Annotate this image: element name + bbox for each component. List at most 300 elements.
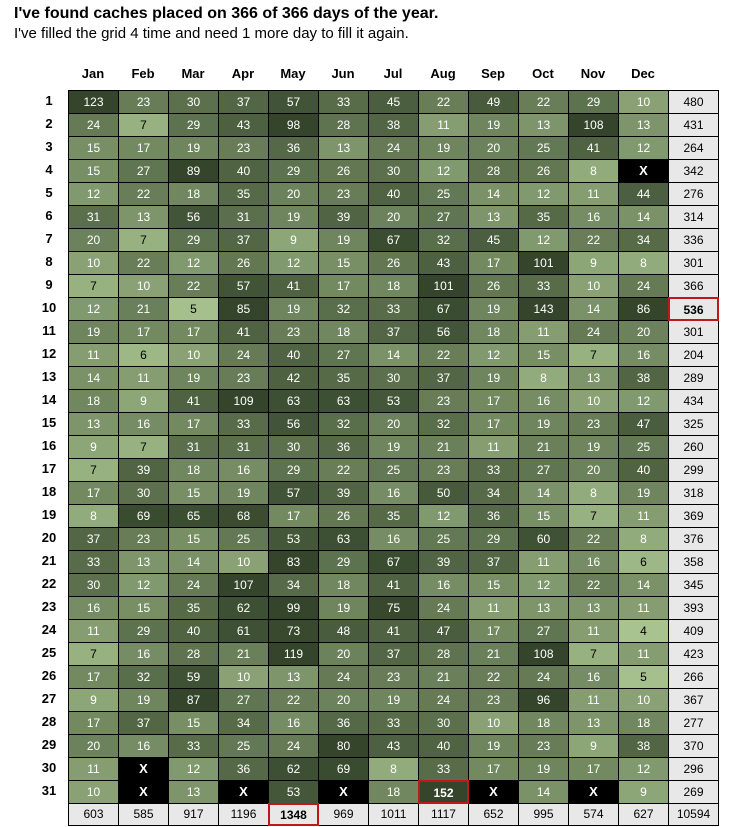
- day-label-3: 3: [45, 139, 53, 154]
- heatmap-cell: 75: [368, 596, 419, 620]
- heatmap-cell: 11: [618, 504, 669, 528]
- heatmap-cell: 59: [168, 665, 219, 689]
- heatmap-cell: 56: [268, 412, 319, 436]
- heatmap-cell: 17: [468, 412, 519, 436]
- day-label-12: 12: [41, 346, 57, 361]
- heatmap-cell: 24: [218, 343, 269, 367]
- heatmap-cell: 29: [268, 458, 319, 482]
- heatmap-cell: 15: [468, 573, 519, 597]
- heatmap-cell: 12: [268, 251, 319, 275]
- heatmap-cell: 22: [468, 665, 519, 689]
- heatmap-cell: 9: [68, 435, 119, 459]
- heatmap-cell: 12: [168, 757, 219, 781]
- month-header-sep: Sep: [481, 66, 505, 81]
- heatmap-cell: 19: [518, 412, 569, 436]
- heatmap-cell: 23: [218, 366, 269, 390]
- heatmap-cell: 19: [468, 113, 519, 137]
- heatmap-cell: 11: [418, 113, 469, 137]
- heatmap-cell: 12: [618, 389, 669, 413]
- heatmap-cell: 32: [118, 665, 169, 689]
- heatmap-cell: 56: [168, 205, 219, 229]
- heatmap-cell: 11: [468, 596, 519, 620]
- row-total: 277: [668, 711, 719, 735]
- heatmap-cell: 19: [318, 596, 369, 620]
- heatmap-cell: 30: [268, 435, 319, 459]
- heatmap-cell: 26: [318, 504, 369, 528]
- heatmap-cell: 20: [318, 688, 369, 712]
- heatmap-cell: 15: [68, 159, 119, 183]
- month-header-nov: Nov: [580, 66, 606, 81]
- heatmap-cell: 7: [68, 458, 119, 482]
- heatmap-cell: 22: [168, 274, 219, 298]
- heatmap-cell: 99: [268, 596, 319, 620]
- heatmap-cell: 31: [168, 435, 219, 459]
- heatmap-cell: 21: [418, 665, 469, 689]
- heatmap-cell: 10: [568, 389, 619, 413]
- heatmap-cell: 20: [268, 182, 319, 206]
- heatmap-cell: 24: [268, 734, 319, 758]
- heatmap-cell: 20: [468, 136, 519, 160]
- heatmap-cell: 7: [568, 642, 619, 666]
- heatmap-cell: 17: [268, 504, 319, 528]
- missing-cell: X: [118, 780, 169, 804]
- row-total: 358: [668, 550, 719, 574]
- heatmap-cell: 20: [368, 412, 419, 436]
- missing-cell: X: [468, 780, 519, 804]
- heatmap-cell: 53: [368, 389, 419, 413]
- day-label-19: 19: [41, 507, 57, 522]
- heatmap-cell: 30: [68, 573, 119, 597]
- heatmap-cell: 17: [68, 665, 119, 689]
- month-header-jan: Jan: [81, 66, 105, 81]
- heatmap-cell: 27: [418, 205, 469, 229]
- heatmap-cell: 67: [368, 228, 419, 252]
- heatmap-cell: 62: [218, 596, 269, 620]
- missing-cell: X: [318, 780, 369, 804]
- heatmap-cell: 18: [68, 389, 119, 413]
- heatmap-cell: 7: [568, 504, 619, 528]
- heatmap-cell: 16: [268, 711, 319, 735]
- heatmap-cell: 19: [268, 205, 319, 229]
- heatmap-cell: 48: [318, 619, 369, 643]
- day-label-5: 5: [45, 185, 53, 200]
- heatmap-cell: 25: [618, 435, 669, 459]
- heatmap-cell: 23: [518, 734, 569, 758]
- heatmap-cell: 26: [468, 274, 519, 298]
- heatmap-cell: 9: [618, 780, 669, 804]
- heatmap-cell: 39: [118, 458, 169, 482]
- day-label-25: 25: [41, 645, 57, 660]
- row-total: 299: [668, 458, 719, 482]
- heatmap-cell: 35: [318, 366, 369, 390]
- heatmap-cell: 17: [468, 757, 519, 781]
- heatmap-cell: 21: [418, 435, 469, 459]
- month-header-mar: Mar: [181, 66, 205, 81]
- heatmap-cell: 7: [118, 113, 169, 137]
- heatmap-cell: 152: [418, 780, 469, 804]
- heatmap-cell: 15: [518, 504, 569, 528]
- heatmap-cell: 25: [418, 527, 469, 551]
- heatmap-cell: 16: [218, 458, 269, 482]
- heatmap-cell: 25: [218, 734, 269, 758]
- heatmap-cell: 10: [168, 343, 219, 367]
- heatmap-cell: 47: [618, 412, 669, 436]
- heatmap-cell: 16: [618, 343, 669, 367]
- heatmap-cell: 13: [568, 366, 619, 390]
- heatmap-cell: 12: [118, 573, 169, 597]
- heatmap-cell: 14: [168, 550, 219, 574]
- day-label-29: 29: [41, 737, 57, 752]
- column-total: 917: [168, 803, 219, 826]
- heatmap-cell: 13: [68, 412, 119, 436]
- heatmap-cell: 17: [118, 320, 169, 344]
- day-label-20: 20: [41, 530, 57, 545]
- heatmap-cell: 35: [518, 205, 569, 229]
- column-total: 574: [568, 803, 619, 826]
- heatmap-cell: 22: [418, 343, 469, 367]
- row-total: 423: [668, 642, 719, 666]
- heatmap-cell: 12: [168, 251, 219, 275]
- heatmap-cell: 15: [518, 343, 569, 367]
- row-total: 318: [668, 481, 719, 505]
- heatmap-cell: 53: [268, 780, 319, 804]
- heatmap-cell: 6: [618, 550, 669, 574]
- heatmap-cell: 143: [518, 297, 569, 321]
- heatmap-cell: 68: [218, 504, 269, 528]
- heatmap-cell: 13: [518, 596, 569, 620]
- heatmap-cell: 6: [118, 343, 169, 367]
- heatmap-cell: 26: [318, 159, 369, 183]
- heatmap-cell: 28: [168, 642, 219, 666]
- row-total: 325: [668, 412, 719, 436]
- heatmap-cell: 10: [218, 665, 269, 689]
- heatmap-cell: 30: [168, 90, 219, 114]
- heatmap-cell: 123: [68, 90, 119, 114]
- heatmap-cell: 11: [68, 757, 119, 781]
- heatmap-cell: 41: [368, 619, 419, 643]
- heatmap-cell: 13: [118, 205, 169, 229]
- heatmap-cell: 9: [568, 734, 619, 758]
- heatmap-cell: 27: [218, 688, 269, 712]
- heatmap-cell: 73: [268, 619, 319, 643]
- heatmap-cell: 19: [418, 136, 469, 160]
- heatmap-cell: 33: [468, 458, 519, 482]
- missing-cell: X: [568, 780, 619, 804]
- heatmap-cell: 29: [168, 113, 219, 137]
- heatmap-cell: 38: [368, 113, 419, 137]
- column-total: 603: [68, 803, 119, 826]
- heatmap-cell: 34: [468, 481, 519, 505]
- heatmap-cell: 27: [118, 159, 169, 183]
- heatmap-cell: 53: [268, 527, 319, 551]
- heatmap-cell: 19: [518, 757, 569, 781]
- heatmap-cell: 21: [118, 297, 169, 321]
- heatmap-cell: 24: [368, 136, 419, 160]
- month-header-apr: Apr: [231, 66, 255, 81]
- heatmap-cell: 12: [518, 182, 569, 206]
- heatmap-cell: 22: [268, 688, 319, 712]
- heatmap-cell: 30: [418, 711, 469, 735]
- heatmap-cell: 17: [68, 481, 119, 505]
- heatmap-cell: 15: [118, 596, 169, 620]
- heatmap-cell: 44: [618, 182, 669, 206]
- heatmap-cell: 17: [168, 412, 219, 436]
- heatmap-cell: 9: [68, 688, 119, 712]
- heatmap-cell: 108: [518, 642, 569, 666]
- missing-cell: X: [118, 757, 169, 781]
- heatmap-cell: 34: [268, 573, 319, 597]
- heatmap-cell: 7: [118, 228, 169, 252]
- heatmap-cell: 16: [368, 527, 419, 551]
- heatmap-cell: 29: [468, 527, 519, 551]
- heatmap-cell: 40: [218, 159, 269, 183]
- row-total: 409: [668, 619, 719, 643]
- heatmap-cell: 11: [568, 688, 619, 712]
- heatmap-cell: 30: [368, 366, 419, 390]
- heatmap-cell: 20: [618, 320, 669, 344]
- heatmap-cell: 41: [568, 136, 619, 160]
- heatmap-cell: 31: [218, 205, 269, 229]
- heatmap-cell: 39: [318, 481, 369, 505]
- row-total: 393: [668, 596, 719, 620]
- heatmap-cell: 16: [118, 642, 169, 666]
- chart-subtitle: I've filled the grid 4 time and need 1 more day to fill it again.: [14, 25, 409, 42]
- heatmap-cell: 57: [218, 274, 269, 298]
- month-header-oct: Oct: [532, 66, 554, 81]
- heatmap-cell: 17: [468, 251, 519, 275]
- heatmap-cell: 22: [118, 251, 169, 275]
- heatmap-cell: 5: [168, 297, 219, 321]
- heatmap-cell: 43: [418, 251, 469, 275]
- heatmap-cell: 41: [218, 320, 269, 344]
- heatmap-cell: 23: [418, 389, 469, 413]
- missing-cell: X: [218, 780, 269, 804]
- heatmap-cell: 16: [568, 205, 619, 229]
- heatmap-cell: 19: [468, 734, 519, 758]
- heatmap-cell: 23: [568, 412, 619, 436]
- heatmap-cell: 10: [468, 711, 519, 735]
- heatmap-cell: 19: [218, 481, 269, 505]
- heatmap-cell: 65: [168, 504, 219, 528]
- heatmap-cell: 36: [468, 504, 519, 528]
- heatmap-cell: 31: [218, 435, 269, 459]
- column-total: 652: [468, 803, 519, 826]
- heatmap-cell: 32: [418, 412, 469, 436]
- day-label-26: 26: [41, 668, 57, 683]
- heatmap-cell: 20: [568, 458, 619, 482]
- row-total: 301: [668, 251, 719, 275]
- heatmap-cell: 10: [68, 780, 119, 804]
- heatmap-cell: 33: [368, 711, 419, 735]
- heatmap-cell: 37: [218, 90, 269, 114]
- column-total: 1348: [268, 803, 319, 826]
- heatmap-cell: 17: [468, 389, 519, 413]
- heatmap-cell: 36: [318, 711, 369, 735]
- heatmap-cell: 19: [118, 688, 169, 712]
- heatmap-cell: 14: [368, 343, 419, 367]
- column-total: 969: [318, 803, 369, 826]
- heatmap-cell: 45: [368, 90, 419, 114]
- heatmap-cell: 23: [118, 90, 169, 114]
- day-label-27: 27: [41, 691, 57, 706]
- heatmap-cell: 18: [168, 458, 219, 482]
- heatmap-cell: 15: [168, 481, 219, 505]
- day-label-16: 16: [41, 438, 57, 453]
- heatmap-cell: 62: [268, 757, 319, 781]
- heatmap-cell: 41: [268, 274, 319, 298]
- heatmap-cell: 47: [418, 619, 469, 643]
- heatmap-cell: 34: [218, 711, 269, 735]
- heatmap-cell: 18: [318, 320, 369, 344]
- heatmap-cell: 69: [318, 757, 369, 781]
- heatmap-cell: 12: [518, 573, 569, 597]
- heatmap-cell: 12: [418, 159, 469, 183]
- heatmap-cell: 16: [68, 596, 119, 620]
- heatmap-cell: 19: [568, 435, 619, 459]
- heatmap-cell: 40: [268, 343, 319, 367]
- row-total: 345: [668, 573, 719, 597]
- month-header-jun: Jun: [331, 66, 355, 81]
- heatmap-cell: 15: [318, 251, 369, 275]
- heatmap-cell: 33: [418, 757, 469, 781]
- heatmap-cell: 36: [318, 435, 369, 459]
- heatmap-cell: 20: [318, 642, 369, 666]
- heatmap-cell: 31: [68, 205, 119, 229]
- heatmap-cell: 14: [568, 297, 619, 321]
- heatmap-cell: 80: [318, 734, 369, 758]
- row-total: 342: [668, 159, 719, 183]
- heatmap-cell: 29: [118, 619, 169, 643]
- heatmap-cell: 28: [318, 113, 369, 137]
- heatmap-cell: 7: [118, 435, 169, 459]
- heatmap-cell: 27: [518, 619, 569, 643]
- column-total: 995: [518, 803, 569, 826]
- heatmap-cell: 29: [268, 159, 319, 183]
- heatmap-cell: 37: [218, 228, 269, 252]
- heatmap-cell: 9: [118, 389, 169, 413]
- heatmap-cell: 19: [318, 228, 369, 252]
- heatmap-cell: 5: [618, 665, 669, 689]
- heatmap-cell: 63: [268, 389, 319, 413]
- missing-cell: X: [618, 159, 669, 183]
- day-label-1: 1: [45, 93, 53, 108]
- heatmap-cell: 49: [468, 90, 519, 114]
- heatmap-cell: 8: [518, 366, 569, 390]
- heatmap-cell: 10: [618, 90, 669, 114]
- heatmap-cell: 14: [618, 573, 669, 597]
- heatmap-cell: 43: [218, 113, 269, 137]
- heatmap-cell: 13: [268, 665, 319, 689]
- heatmap-cell: 14: [468, 182, 519, 206]
- heatmap-cell: 24: [68, 113, 119, 137]
- heatmap-cell: 7: [68, 274, 119, 298]
- heatmap-cell: 19: [168, 366, 219, 390]
- heatmap-cell: 36: [218, 757, 269, 781]
- heatmap-cell: 33: [318, 90, 369, 114]
- heatmap-cell: 98: [268, 113, 319, 137]
- heatmap-cell: 23: [268, 320, 319, 344]
- heatmap-cell: 60: [518, 527, 569, 551]
- heatmap-cell: 19: [368, 435, 419, 459]
- heatmap-cell: 37: [118, 711, 169, 735]
- heatmap-cell: 13: [118, 550, 169, 574]
- heatmap-cell: 57: [268, 481, 319, 505]
- heatmap-cell: 18: [168, 182, 219, 206]
- heatmap-cell: 16: [568, 550, 619, 574]
- heatmap-cell: 12: [468, 343, 519, 367]
- heatmap-cell: 17: [68, 711, 119, 735]
- heatmap-cell: 11: [468, 435, 519, 459]
- heatmap-cell: 45: [468, 228, 519, 252]
- column-total: 1117: [418, 803, 469, 826]
- heatmap-cell: 101: [518, 251, 569, 275]
- heatmap-cell: 23: [468, 688, 519, 712]
- heatmap-cell: 96: [518, 688, 569, 712]
- heatmap-cell: 29: [568, 90, 619, 114]
- heatmap-cell: 33: [68, 550, 119, 574]
- day-label-22: 22: [41, 576, 57, 591]
- heatmap-cell: 17: [568, 757, 619, 781]
- heatmap-cell: 18: [468, 320, 519, 344]
- month-header-aug: Aug: [430, 66, 456, 81]
- row-total: 266: [668, 665, 719, 689]
- day-label-31: 31: [41, 783, 57, 798]
- heatmap-cell: 32: [418, 228, 469, 252]
- heatmap-cell: 22: [568, 573, 619, 597]
- heatmap-cell: 27: [318, 343, 369, 367]
- heatmap-cell: 35: [168, 596, 219, 620]
- heatmap-cell: 107: [218, 573, 269, 597]
- row-total: 431: [668, 113, 719, 137]
- heatmap-cell: 18: [318, 573, 369, 597]
- heatmap-cell: 28: [418, 642, 469, 666]
- heatmap-cell: 19: [168, 136, 219, 160]
- heatmap-cell: 40: [168, 619, 219, 643]
- heatmap-cell: 10: [118, 274, 169, 298]
- day-label-7: 7: [45, 231, 53, 246]
- heatmap-cell: 11: [618, 642, 669, 666]
- heatmap-cell: 19: [618, 481, 669, 505]
- heatmap-cell: 11: [518, 550, 569, 574]
- heatmap-cell: 13: [518, 113, 569, 137]
- heatmap-cell: 85: [218, 297, 269, 321]
- heatmap-cell: 37: [68, 527, 119, 551]
- day-label-15: 15: [41, 415, 57, 430]
- heatmap-cell: 35: [368, 504, 419, 528]
- heatmap-cell: 42: [268, 366, 319, 390]
- heatmap-cell: 11: [618, 596, 669, 620]
- heatmap-cell: 30: [118, 481, 169, 505]
- heatmap-cell: 27: [518, 458, 569, 482]
- heatmap-cell: 24: [418, 688, 469, 712]
- heatmap-cell: 22: [418, 90, 469, 114]
- heatmap-cell: 16: [368, 481, 419, 505]
- heatmap-cell: 8: [568, 159, 619, 183]
- day-label-10: 10: [41, 300, 57, 315]
- row-total: 367: [668, 688, 719, 712]
- heatmap-cell: 26: [368, 251, 419, 275]
- heatmap-cell: 12: [68, 297, 119, 321]
- heatmap-cell: 21: [218, 642, 269, 666]
- heatmap-cell: 37: [368, 642, 419, 666]
- row-total: 366: [668, 274, 719, 298]
- heatmap-cell: 17: [168, 320, 219, 344]
- heatmap-cell: 25: [368, 458, 419, 482]
- heatmap-cell: 11: [568, 182, 619, 206]
- heatmap-cell: 4: [618, 619, 669, 643]
- row-total: 301: [668, 320, 719, 344]
- heatmap-cell: 16: [518, 389, 569, 413]
